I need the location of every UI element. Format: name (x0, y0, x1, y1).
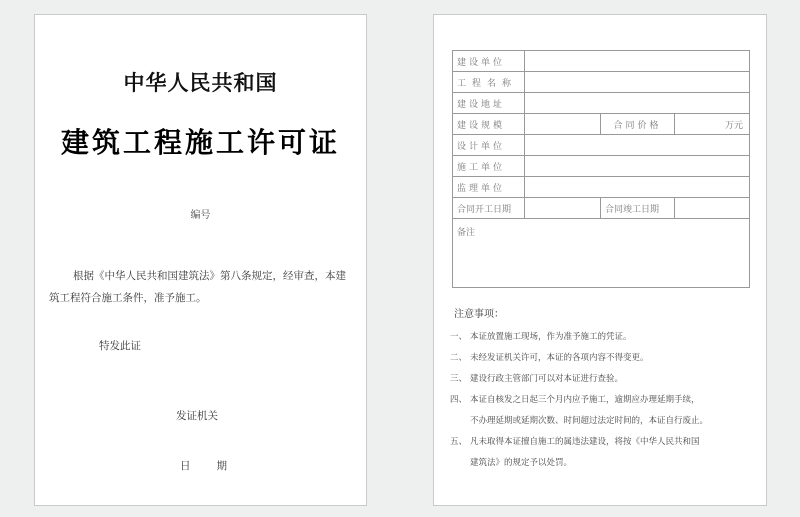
table-row (453, 177, 750, 198)
project-info-table (452, 50, 750, 288)
note-number: 二、 (450, 353, 468, 363)
date-label-day: 日 (180, 460, 191, 472)
label-construction-address: 建设地址 (453, 93, 525, 114)
note-number: 五、 (450, 437, 468, 447)
date-label-period: 期 (216, 460, 227, 472)
value-construction-address (525, 93, 750, 114)
table-row (453, 156, 750, 177)
certificate-body-text: 根据《中华人民共和国建筑法》第八条规定，经审查，本建筑工程符合施工条件，准予施工。 (49, 270, 346, 304)
issuing-authority-label: 发证机关 (176, 410, 218, 422)
label-design-unit: 设计单位 (453, 135, 525, 156)
table-row (453, 135, 750, 156)
list-item (450, 369, 750, 390)
note-text-continuation: 不办理延期或延期次数、时间超过法定时间的，本证自行废止。 (470, 416, 709, 426)
table-row (453, 114, 750, 135)
note-text: 建设行政主管部门可以对本证进行查验。 (470, 374, 624, 384)
note-text: 本证自核发之日起三个月内应予施工，逾期应办理延期手续， (470, 395, 700, 405)
note-text: 凡未取得本证擅自施工的属违法建设，将按《中华人民共和国 (470, 437, 700, 447)
certificate-front-page (34, 14, 367, 506)
list-item (450, 390, 750, 411)
date-label (180, 458, 227, 473)
note-number-continuation (450, 411, 470, 432)
serial-number-label: 编号 (190, 210, 211, 221)
notes-list (450, 327, 750, 474)
value-supervisor-unit (525, 177, 750, 198)
value-design-unit (525, 135, 750, 156)
table-row (453, 51, 750, 72)
table-row (453, 198, 750, 219)
price-unit: 万元 (675, 114, 750, 135)
label-end-date: 合同竣工日期 (601, 198, 675, 219)
note-number: 一、 (450, 332, 468, 342)
value-end-date (675, 198, 750, 219)
issued-note: 特发此证 (99, 340, 141, 352)
table-row (453, 72, 750, 93)
table-row (453, 93, 750, 114)
label-supervisor-unit: 监理单位 (453, 177, 525, 198)
remarks-cell (453, 219, 750, 288)
remarks-label: 备注 (457, 228, 476, 238)
value-start-date (525, 198, 601, 219)
note-text: 未经发证机关许可，本证的各项内容不得变更。 (470, 353, 649, 363)
label-builder-unit: 施工单位 (453, 156, 525, 177)
certificate-back-page (433, 14, 767, 506)
list-item (450, 432, 750, 453)
note-number: 三、 (450, 374, 468, 384)
note-number-continuation (450, 453, 470, 474)
notes-title: 注意事项： (454, 309, 504, 320)
note-text-continuation: 建筑法》的规定予以处罚。 (470, 458, 573, 468)
list-item (450, 453, 750, 474)
note-number: 四、 (450, 395, 468, 405)
label-contract-price: 合同价格 (601, 114, 675, 135)
list-item (450, 411, 750, 432)
table-row (453, 219, 750, 288)
label-start-date: 合同开工日期 (453, 198, 525, 219)
list-item (450, 327, 750, 348)
label-project-name: 工程名称 (453, 72, 525, 93)
value-project-name (525, 72, 750, 93)
value-builder-unit (525, 156, 750, 177)
certificate-title: 建筑工程施工许可证 (60, 126, 340, 159)
value-construction-unit (525, 51, 750, 72)
value-construction-scale (525, 114, 601, 135)
label-construction-scale: 建设规模 (453, 114, 525, 135)
note-text: 本证放置施工现场，作为准予施工的凭证。 (470, 332, 632, 342)
list-item (450, 348, 750, 369)
label-construction-unit: 建设单位 (453, 51, 525, 72)
country-name: 中华人民共和国 (123, 70, 278, 95)
